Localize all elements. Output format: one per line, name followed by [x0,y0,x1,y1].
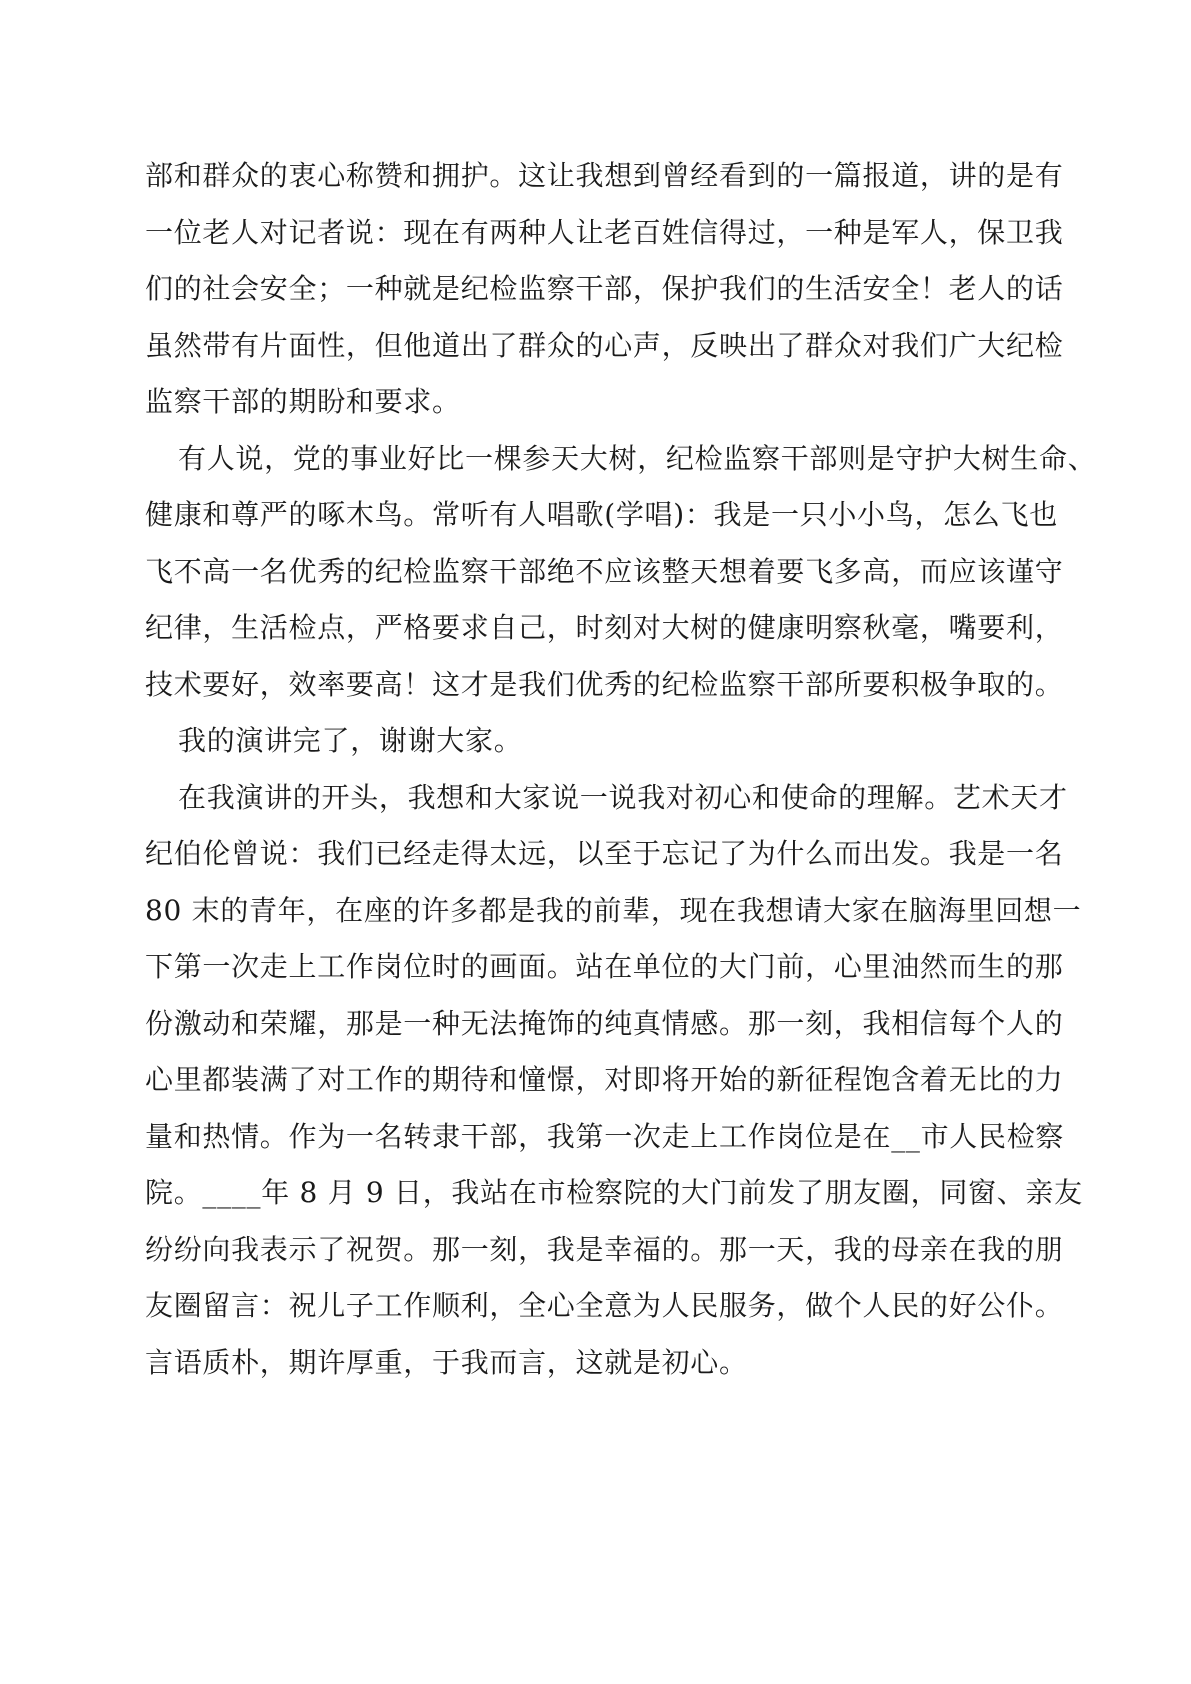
text-line: 院。____年 8 月 9 日，我站在市检察院的大门前发了朋友圈，同窗、亲友 [145,1176,1083,1209]
text-line: 技术要好，效率要高！这才是我们优秀的纪检监察干部所要积极争取的。 [145,667,1064,701]
text-line: 监察干部的期盼和要求。 [145,385,461,418]
text-line: 纪律，生活检点，严格要求自己，时刻对大树的健康明察秋毫，嘴要利， [145,611,1064,644]
text-line: 飞不高一名优秀的纪检监察干部绝不应该整天想着要飞多高，而应该谨守 [145,554,1064,588]
paragraph [145,431,1097,714]
document-body [145,148,1097,1391]
text-line: 量和热情。作为一名转隶干部，我第一次走上工作岗位是在__市人民检察 [145,1119,1065,1153]
paragraph [145,770,1083,1392]
text-line: 80 末的青年，在座的许多都是我的前辈，现在我想请大家在脑海里回想一 [145,893,1082,927]
text-line: 友圈留言：祝儿子工作顺利，全心全意为人民服务，做个人民的好公仆。 [145,1289,1064,1322]
text-line: 下第一次走上工作岗位时的画面。站在单位的大门前，心里油然而生的那 [145,950,1064,983]
text-line: 言语质朴，期许厚重，于我而言，这就是初心。 [145,1345,748,1379]
text-line: 健康和尊严的啄木鸟。常听有人唱歌(学唱)：我是一只小小鸟，怎么飞也 [145,498,1058,531]
text-line: 我的演讲完了，谢谢大家。 [178,724,523,757]
paragraph [145,148,1064,431]
text-line: 份激动和荣耀，那是一种无法掩饰的纯真情感。那一刻，我相信每个人的 [145,1006,1064,1040]
text-line: 在我演讲的开头，我想和大家说一说我对初心和使命的理解。艺术天才 [178,780,1068,814]
text-line: 虽然带有片面性，但他道出了群众的心声，反映出了群众对我们广大纪检 [145,328,1064,362]
text-line: 有人说，党的事业好比一棵参天大树，纪检监察干部则是守护大树生命、 [178,441,1097,475]
paragraph [145,713,1060,770]
text-line: 心里都装满了对工作的期待和憧憬，对即将开始的新征程饱含着无比的力 [145,1063,1064,1096]
text-line: 一位老人对记者说：现在有两种人让老百姓信得过，一种是军人，保卫我 [145,215,1064,249]
text-line: 部和群众的衷心称赞和拥护。这让我想到曾经看到的一篇报道，讲的是有 [145,159,1064,192]
text-line: 们的社会安全；一种就是纪检监察干部，保护我们的生活安全！老人的话 [145,272,1064,305]
text-line: 纪伯伦曾说：我们已经走得太远，以至于忘记了为什么而出发。我是一名 [145,837,1064,870]
text-line: 纷纷向我表示了祝贺。那一刻，我是幸福的。那一天，我的母亲在我的朋 [145,1232,1064,1266]
